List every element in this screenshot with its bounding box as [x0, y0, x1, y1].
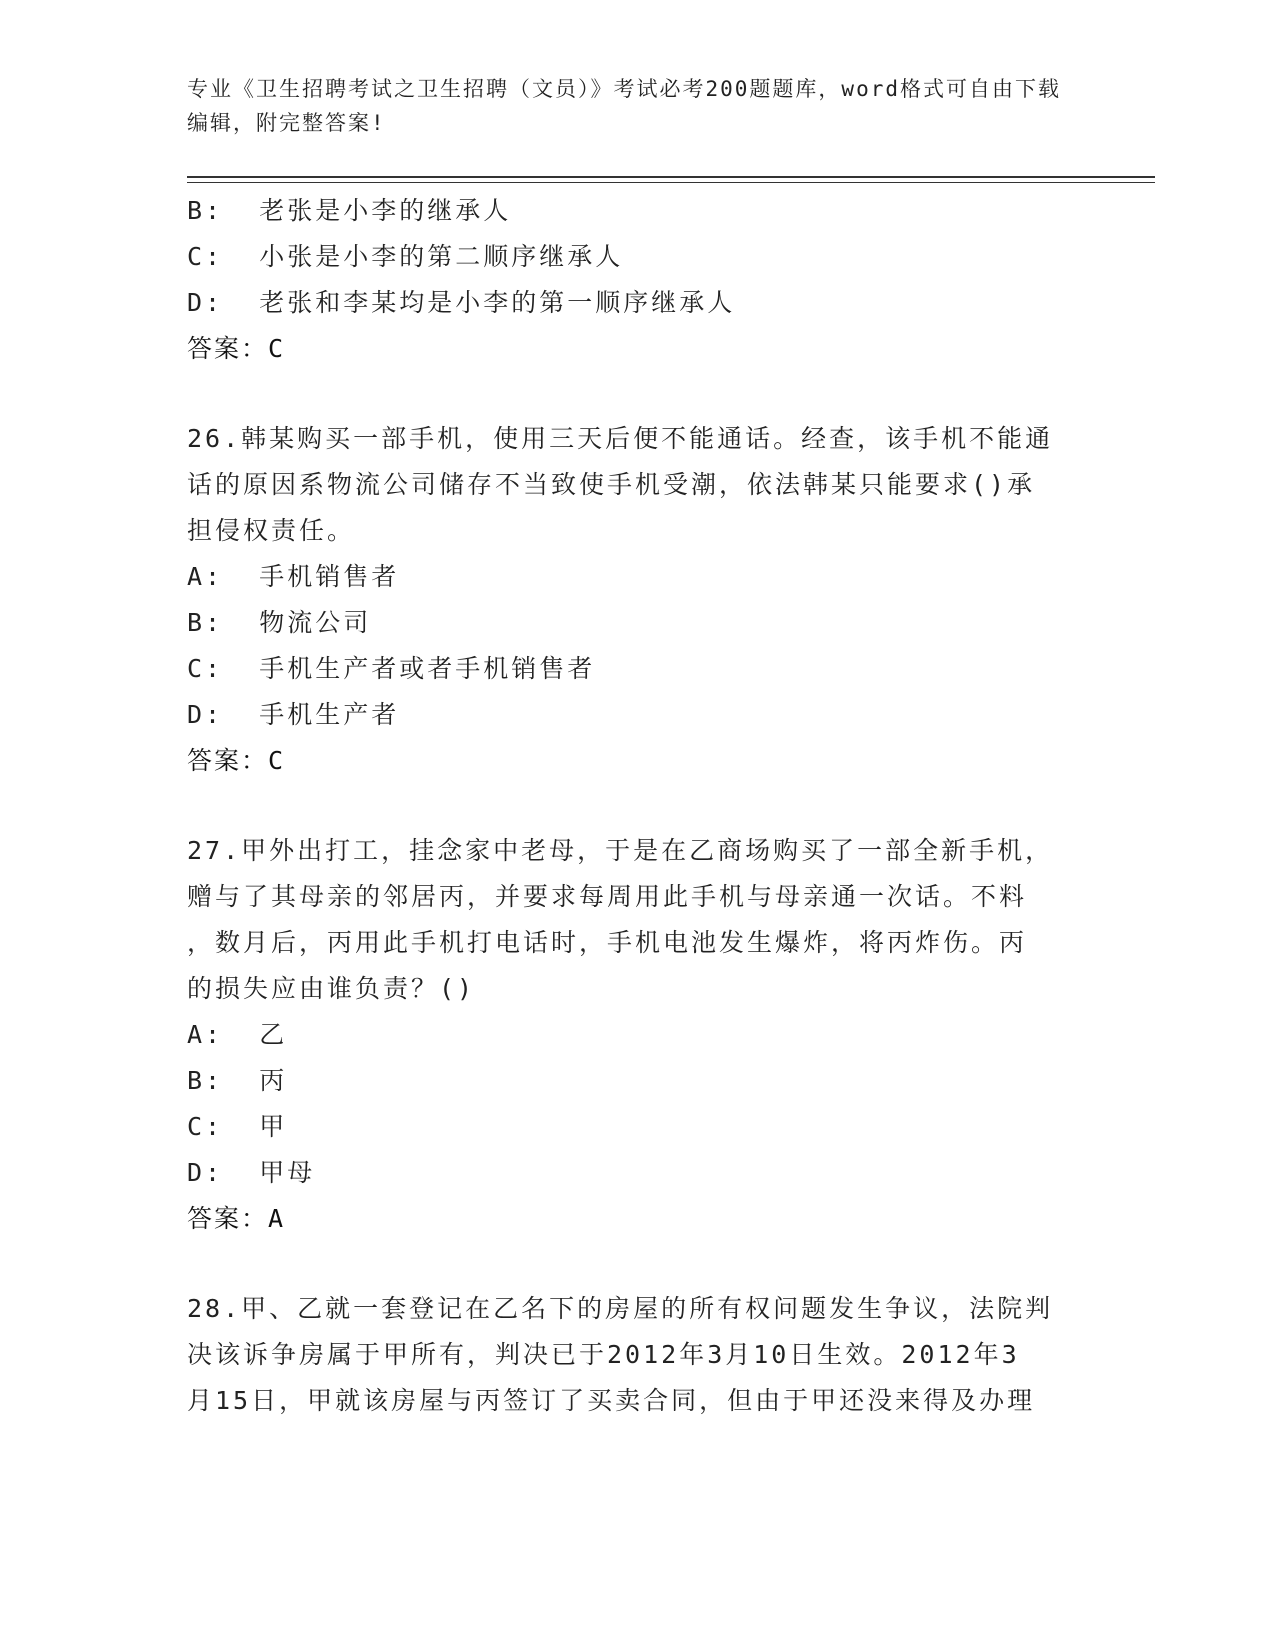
- question-stem-line: 28.甲、乙就一套登记在乙名下的房屋的所有权问题发生争议，法院判: [187, 1294, 1054, 1323]
- question-stem-line: 的损失应由谁负责？(): [187, 974, 476, 1003]
- question-26: [187, 416, 1087, 784]
- question-stem-line: 26.韩某购买一部手机，使用三天后便不能通话。经查，该手机不能通: [187, 424, 1054, 453]
- question-28: [187, 1286, 1087, 1424]
- option-a: A: 乙: [187, 1020, 288, 1049]
- question-stem-line: 担侵权责任。: [187, 516, 356, 545]
- question-stem-line: 27.甲外出打工，挂念家中老母，于是在乙商场购买了一部全新手机，: [187, 836, 1054, 865]
- question-continued: [187, 188, 1087, 372]
- header-rule-thin: [187, 182, 1155, 183]
- question-stem-line: 赠与了其母亲的邻居丙，并要求每周用此手机与母亲通一次话。不料: [187, 882, 1028, 911]
- option-c: C: 手机生产者或者手机销售者: [187, 654, 596, 683]
- option-b: B: 丙: [187, 1066, 288, 1095]
- answer-line: 答案：C: [187, 746, 286, 775]
- option-a: A: 手机销售者: [187, 562, 400, 591]
- option-c: C: 小张是小李的第二顺序继承人: [187, 242, 624, 271]
- header-rule-thick: [187, 176, 1155, 178]
- answer-line: 答案：C: [187, 334, 286, 363]
- option-b: B: 老张是小李的继承人: [187, 196, 512, 225]
- question-27: [187, 828, 1087, 1242]
- question-stem-line: ，数月后，丙用此手机打电话时，手机电池发生爆炸，将丙炸伤。丙: [187, 928, 1028, 957]
- document-body: [187, 188, 1087, 1424]
- question-stem-line: 月15日，甲就该房屋与丙签订了买卖合同，但由于甲还没来得及办理: [187, 1386, 1036, 1415]
- answer-line: 答案：A: [187, 1204, 286, 1233]
- question-stem-line: 话的原因系物流公司储存不当致使手机受潮，依法韩某只能要求()承: [187, 470, 1036, 499]
- option-b: B: 物流公司: [187, 608, 372, 637]
- option-d: D: 甲母: [187, 1158, 316, 1187]
- document-header: 专业《卫生招聘考试之卫生招聘（文员）》考试必考200题题库，word格式可自由下载编辑，附完整答案!: [187, 77, 1061, 135]
- question-stem-line: 决该诉争房属于甲所有，判决已于2012年3月10日生效。2012年3: [187, 1340, 1020, 1369]
- option-d: D: 老张和李某均是小李的第一顺序继承人: [187, 288, 736, 317]
- option-c: C: 甲: [187, 1112, 288, 1141]
- option-d: D: 手机生产者: [187, 700, 400, 729]
